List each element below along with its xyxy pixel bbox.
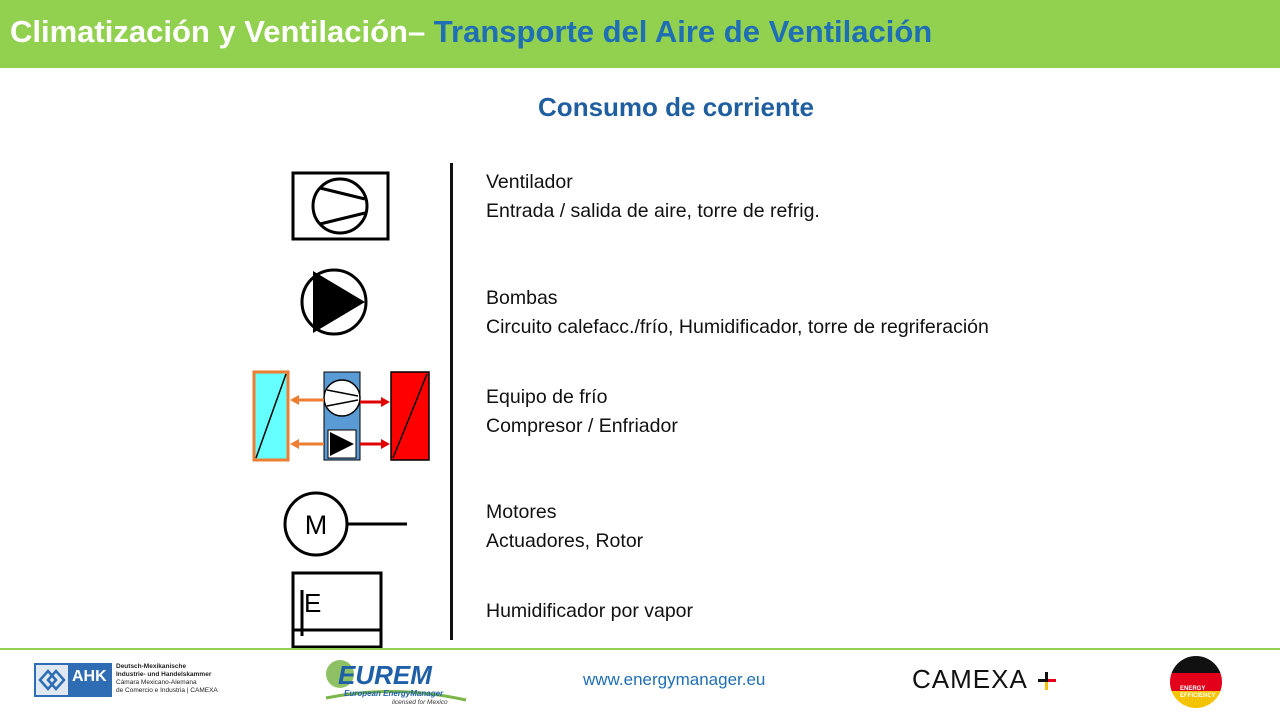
item-description: Circuito calefacc./frío, Humidificador, torre de regriferación: [486, 316, 989, 338]
fan-icon: [290, 170, 392, 242]
camexa-name: CAMEXA: [912, 664, 1028, 694]
item-humidificador: [486, 597, 693, 626]
ahk-line2: Industrie- und Handelskammer: [116, 671, 212, 678]
motor-letter: M: [304, 510, 328, 540]
item-title: Equipo de frío: [486, 386, 608, 408]
item-equipo-frio: [486, 383, 678, 441]
title-part-1: Climatización y Ventilación–: [10, 14, 426, 49]
title-part-2: Transporte del Aire de Ventilación: [425, 14, 933, 49]
item-description: Compresor / Enfriador: [486, 415, 678, 437]
item-title: Motores: [486, 501, 557, 523]
pump-icon: [298, 266, 370, 338]
motor-icon: [283, 490, 409, 558]
website-link[interactable]: www.energymanager.eu: [583, 670, 766, 689]
eurem-note: licensed for Mexico: [392, 699, 448, 706]
footer-divider: [0, 648, 1280, 650]
eurem-tagline: European EnergyManager: [344, 689, 444, 698]
header-bar: [0, 0, 1280, 68]
energy-efficiency-logo: [1168, 654, 1224, 710]
ahk-mark: AHK: [72, 668, 107, 685]
ahk-line3: Cámara Mexicano-Alemana: [116, 679, 197, 686]
item-title: Bombas: [486, 287, 558, 309]
eurem-name: EUREM: [338, 660, 432, 690]
vertical-divider: [450, 163, 453, 640]
energy-line1: ENERGY: [1180, 686, 1206, 692]
camexa-logo: [912, 664, 1062, 698]
item-title: Humidificador por vapor: [486, 600, 694, 622]
ahk-line1: Deutsch-Mexikanische: [116, 663, 187, 670]
item-motores: [486, 498, 643, 556]
item-description: Entrada / salida de aire, torre de refrig.: [486, 200, 820, 222]
steam-humidifier-icon: [290, 570, 386, 650]
ahk-logo: [34, 660, 224, 700]
item-ventilador: [486, 168, 820, 226]
item-description: Actuadores, Rotor: [486, 530, 644, 552]
eurem-logo: [322, 654, 468, 710]
section-subtitle: Consumo de corriente: [538, 92, 814, 122]
humidifier-letter: E: [304, 588, 322, 618]
item-bombas: [486, 284, 989, 342]
slide-title: [10, 14, 932, 50]
ahk-line4: de Comercio e Industria | CAMEXA: [116, 687, 218, 694]
chiller-icon: [250, 368, 434, 464]
energy-line2: EFFICIENCY: [1180, 693, 1216, 699]
item-title: Ventilador: [486, 171, 573, 193]
camexa-plus-icon: [1036, 670, 1058, 692]
